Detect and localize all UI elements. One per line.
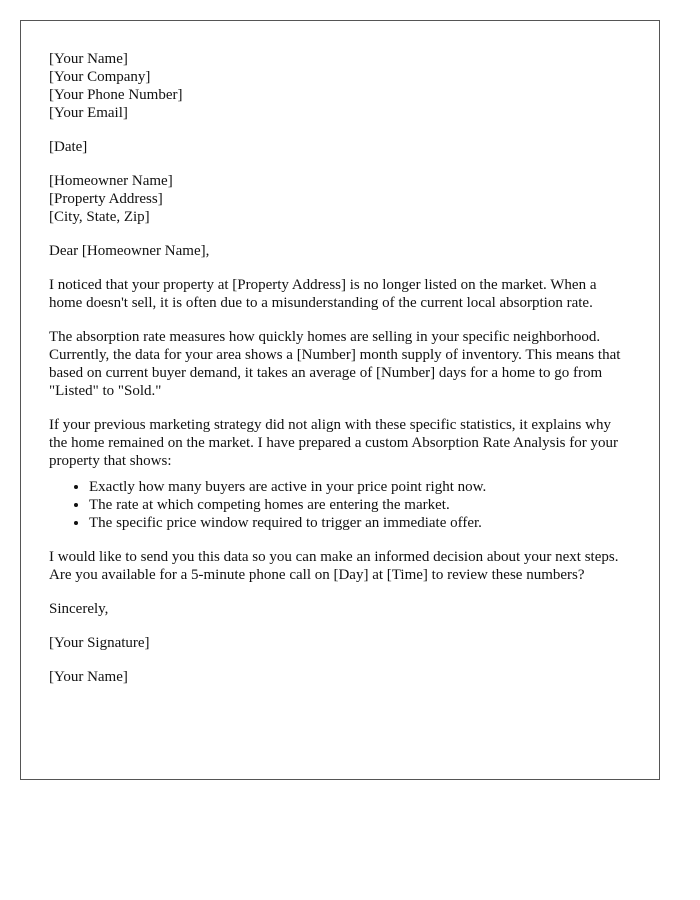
sign-off: Sincerely, [49, 601, 109, 617]
body-paragraph-analysis: If your previous marketing strategy did not align with these specific statistics, it explains why the home remained on the market. I have prepared a custom Absorption Rate Analysis for your property that shows: [49, 417, 619, 469]
recipient-city-state-zip: [City, State, Zip] [49, 209, 150, 225]
signer-name: [Your Name] [49, 669, 128, 685]
sender-phone: [Your Phone Number] [49, 87, 183, 103]
sender-company: [Your Company] [49, 69, 151, 85]
letter-date: [Date] [49, 139, 88, 155]
recipient-name: [Homeowner Name] [49, 173, 173, 189]
sender-block [49, 50, 632, 122]
salutation: Dear [Homeowner Name], [49, 243, 210, 259]
signature-placeholder: [Your Signature] [49, 635, 150, 651]
bullet-item: • The specific price window required to trigger an immediate offer. [89, 514, 632, 532]
letter-page [20, 20, 660, 780]
recipient-block [49, 172, 632, 226]
recipient-address: [Property Address] [49, 191, 163, 207]
sender-name: [Your Name] [49, 51, 128, 67]
sender-email: [Your Email] [49, 105, 128, 121]
body-paragraph-intro: I noticed that your property at [Property Address] is no longer listed on the market. When a home doesn't sell, it is often due to a misunderstanding of the current local absorption rate. [49, 277, 597, 311]
body-paragraph-absorption: The absorption rate measures how quickly homes are selling in your specific neighborhood. Currently, the data for your area shows a [Number] month supply of inventory. This means that based on current buyer demand, it takes an average of [Number] days for a home to go from "Listed" to "Sold." [49, 329, 621, 399]
bullet-item: • The rate at which competing homes are entering the market. [89, 496, 632, 514]
body-paragraph-closing: I would like to send you this data so you can make an informed decision about your next steps. Are you available for a 5-minute phone call on [Day] at [Time] to review these numbers? [49, 549, 619, 583]
analysis-bullet-list [49, 478, 632, 532]
bullet-item: • Exactly how many buyers are active in your price point right now. [89, 478, 632, 496]
